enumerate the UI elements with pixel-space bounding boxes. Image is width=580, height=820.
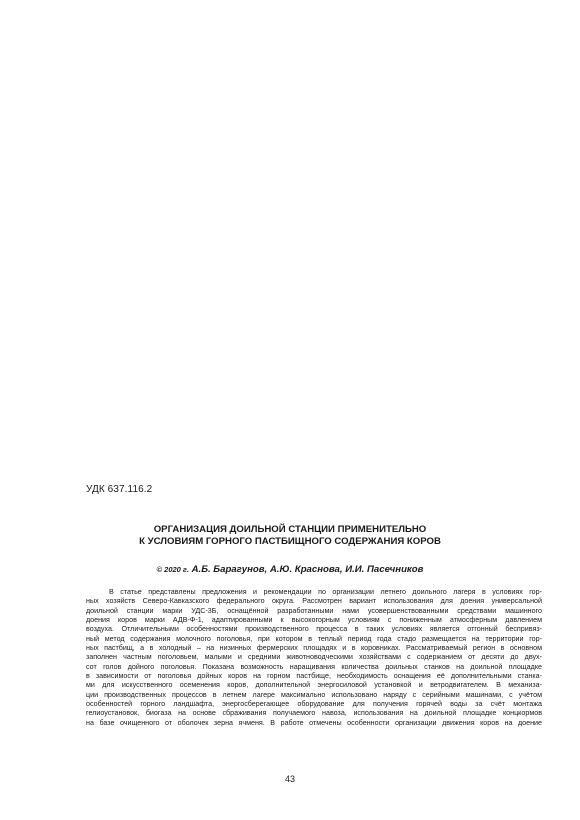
- abstract-line: особенностей горного ландшафта, энергосберегающее оборудование для получения горячей воды за счёт монтажа: [86, 700, 542, 709]
- abstract-line: гелиоустановок, биогаза на основе сбраживания получаемого навоза, использования на доильной площадке концкормов: [86, 709, 542, 718]
- abstract-line: на базе очищенного от оболочек зерна ячменя. В работе отмечены особенности организации движения коров на доение: [86, 718, 542, 727]
- abstract-line: В статье представлены предложения и рекомендации по организации летнего доильного лагеря в условиях гор-: [109, 588, 542, 596]
- page-number: 43: [284, 774, 295, 784]
- abstract-line: доения коров марки АДВ-Ф-1, адаптированными к высокогорным условиям с пониженным атмосферным давлением: [86, 616, 542, 625]
- abstract-line: сот голов дойного поголовья. Показана возможность наращивания количества доильных станков на доильной площадке: [86, 662, 542, 671]
- abstract-line: в зависимости от поголовья дойных коров на горном пастбище, необходимость оснащения её дополнительными станка-: [86, 672, 542, 681]
- abstract-line: ции производственных процессов в летнем лагере максимально использовано наряду с серийными машинами, с учётом: [86, 690, 542, 699]
- abstract-line: ми для искусственного осеменения коров, дополнительной энергосиловой установкой и ветродвигателем. В механиза-: [86, 681, 542, 690]
- abstract-line: ный метод содержания молочного поголовья, при котором в теплый период года стадо размещается на территории гор-: [86, 634, 542, 643]
- author-names: А.Б. Барагунов, А.Ю. Краснова, И.И. Пасечников: [191, 564, 424, 575]
- article-title: [60, 524, 520, 548]
- abstract-line: доильной станции марки УДС-3Б, оснащённой разработанными нами усовершенствованными средствами машинного: [86, 606, 542, 615]
- author-byline: [60, 564, 520, 575]
- abstract-paragraph: [86, 588, 542, 728]
- copyright-year: © 2020 г.: [156, 565, 189, 574]
- abstract-line: ных хозяйств Северо-Кавказского федерального округа. Рассмотрен вариант использования для доения универсальной: [86, 597, 542, 606]
- article-title-line-2: К УСЛОВИЯМ ГОРНОГО ПАСТБИЩНОГО СОДЕРЖАНИЯ КОРОВ: [139, 536, 441, 547]
- abstract-line: ных пастбищ, а в холодный – на низинных фермерских площадях и в коровниках. Рассматриваемый регион в основном: [86, 644, 542, 653]
- udc-code: УДК 637.116.2: [86, 484, 153, 495]
- article-title-line-1: ОРГАНИЗАЦИЯ ДОИЛЬНОЙ СТАНЦИИ ПРИМЕНИТЕЛЬНО: [153, 524, 427, 535]
- abstract-line: заполнен частным поголовьем, малыми и средними животноводческими хозяйствами с содержанием от десяти до двух-: [86, 653, 542, 662]
- abstract-line: воздуха. Отличительными особенностями производственного процесса в таких условиях является отгонный беспривяз-: [86, 625, 542, 634]
